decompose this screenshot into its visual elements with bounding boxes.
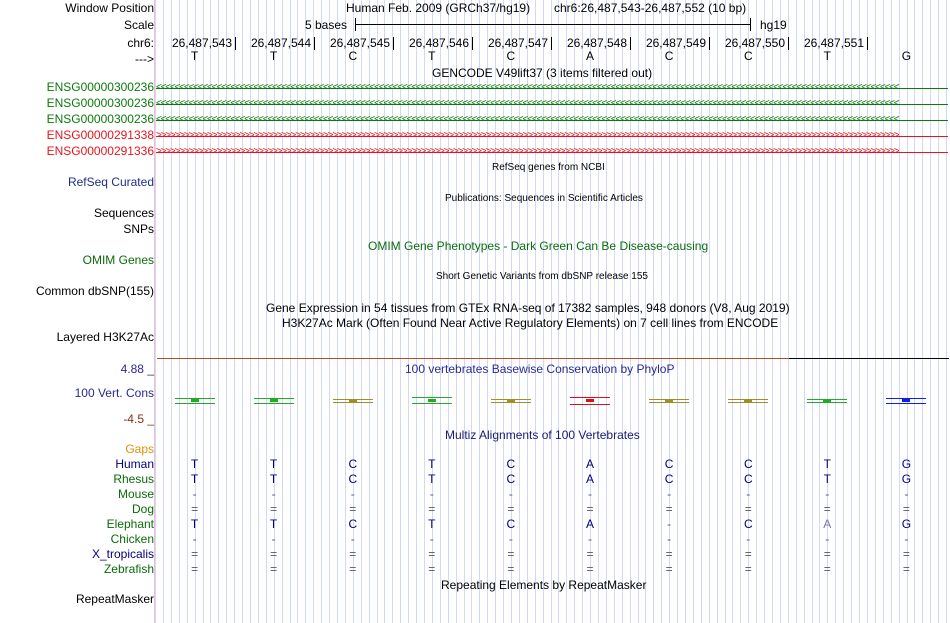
alignment-base: = bbox=[586, 502, 594, 516]
assembly-title: Human Feb. 2009 (GRCh37/hg19) bbox=[346, 1, 531, 15]
alignment-base: = bbox=[349, 502, 357, 516]
phylop-track-title: 100 vertebrates Basewise Conservation by PhyloP bbox=[405, 362, 675, 376]
alignment-base: C bbox=[743, 517, 753, 531]
gene-feature-plus-strand[interactable] bbox=[156, 129, 948, 143]
alignment-base: = bbox=[507, 547, 515, 561]
alignment-base: = bbox=[823, 502, 831, 516]
gencode-gene-label[interactable]: ENSG00000300236 bbox=[46, 80, 154, 94]
alignment-base: - bbox=[508, 532, 513, 546]
alignment-base: = bbox=[270, 562, 278, 576]
coordinate-label: 26,487,549 bbox=[645, 36, 706, 50]
alignment-base: = bbox=[586, 547, 594, 561]
alignment-base: = bbox=[902, 547, 910, 561]
alignment-base: = bbox=[349, 547, 357, 561]
cons-max-label: 4.88 _ bbox=[120, 362, 154, 376]
alignment-base: A bbox=[585, 472, 594, 486]
species-label-elephant[interactable]: Elephant bbox=[106, 517, 154, 531]
alignment-base: - bbox=[588, 487, 592, 501]
gene-feature-minus-strand[interactable] bbox=[156, 97, 948, 111]
alignment-base: C bbox=[506, 457, 516, 471]
alignment-base: T bbox=[428, 517, 436, 531]
gencode-gene-label[interactable]: ENSG00000300236 bbox=[46, 112, 154, 126]
alignment-base: G bbox=[901, 457, 912, 471]
alignment-base: - bbox=[192, 532, 197, 546]
gene-feature-minus-strand[interactable] bbox=[156, 81, 948, 95]
coordinate-tick bbox=[788, 37, 789, 50]
alignment-base: = bbox=[902, 562, 910, 576]
conservation-mark-core bbox=[349, 399, 357, 402]
coordinate-tick bbox=[867, 37, 868, 50]
vert-cons-label[interactable]: 100 Vert. Cons bbox=[74, 386, 154, 400]
scale-assembly-text: hg19 bbox=[760, 18, 787, 32]
base-letter: C bbox=[506, 49, 516, 63]
alignment-base: = bbox=[744, 502, 752, 516]
base-letter: C bbox=[664, 49, 674, 63]
coordinate-label: 26,487,546 bbox=[408, 36, 469, 50]
label-divider bbox=[154, 0, 155, 623]
coordinate-label: 26,487,543 bbox=[171, 36, 232, 50]
alignment-base: T bbox=[823, 472, 831, 486]
coordinate-label: 26,487,550 bbox=[724, 36, 785, 50]
base-letter: G bbox=[901, 49, 912, 63]
conservation-mark-core bbox=[902, 399, 910, 402]
gene-feature-minus-strand[interactable] bbox=[156, 113, 948, 127]
coordinate-tick bbox=[709, 37, 710, 50]
alignment-base: C bbox=[743, 457, 753, 471]
alignment-base: C bbox=[506, 517, 516, 531]
coordinate-tick bbox=[551, 37, 552, 50]
base-letter: T bbox=[823, 49, 831, 63]
coordinate-tick bbox=[235, 37, 236, 50]
repeatmasker-label[interactable]: RepeatMasker bbox=[75, 592, 154, 606]
alignment-base: T bbox=[190, 472, 199, 486]
strand-arrow-label: ---> bbox=[135, 52, 154, 66]
alignment-base: G bbox=[901, 472, 912, 486]
alignment-base: - bbox=[667, 487, 672, 501]
alignment-base: = bbox=[744, 547, 752, 561]
alignment-base: - bbox=[588, 532, 592, 546]
coordinate-label: 26,487,548 bbox=[566, 36, 627, 50]
conservation-mark-core bbox=[586, 399, 594, 402]
coordinate-label: 26,487,545 bbox=[329, 36, 390, 50]
alignment-base: - bbox=[667, 517, 672, 531]
alignment-base: - bbox=[904, 532, 909, 546]
alignment-base: = bbox=[665, 547, 673, 561]
alignment-base: A bbox=[823, 517, 832, 531]
alignment-base: = bbox=[507, 562, 515, 576]
alignment-base: = bbox=[191, 562, 199, 576]
gencode-track-title: GENCODE V49lift37 (3 items filtered out) bbox=[432, 66, 653, 80]
refseq-curated-label[interactable]: RefSeq Curated bbox=[67, 175, 154, 189]
alignment-base: = bbox=[349, 562, 357, 576]
gene-feature-plus-strand[interactable] bbox=[156, 145, 948, 159]
base-letter: T bbox=[428, 49, 436, 63]
gencode-gene-label[interactable]: ENSG00000300236 bbox=[46, 96, 154, 110]
alignment-base: = bbox=[507, 502, 515, 516]
alignment-base: - bbox=[825, 532, 830, 546]
coordinate-tick bbox=[472, 37, 473, 50]
base-letter: C bbox=[348, 49, 358, 63]
alignment-base: - bbox=[825, 487, 830, 501]
coordinate-tick bbox=[314, 37, 315, 50]
conservation-mark-core bbox=[270, 399, 278, 402]
alignment-base: - bbox=[429, 532, 434, 546]
alignment-base: = bbox=[270, 502, 278, 516]
alignment-base: T bbox=[190, 517, 199, 531]
gencode-gene-label[interactable]: ENSG00000291336 bbox=[46, 144, 154, 158]
alignment-base: = bbox=[902, 502, 910, 516]
alignment-base: = bbox=[191, 547, 199, 561]
alignment-base: G bbox=[901, 517, 912, 531]
omim-track-title: OMIM Gene Phenotypes - Dark Green Can Be Disease-causing bbox=[368, 239, 709, 253]
alignment-base: C bbox=[348, 457, 358, 471]
alignment-base: T bbox=[269, 457, 278, 471]
repeatmasker-track-title: Repeating Elements by RepeatMasker bbox=[441, 578, 647, 592]
alignment-base: - bbox=[271, 487, 276, 501]
alignment-base: - bbox=[746, 532, 751, 546]
alignment-base: = bbox=[428, 502, 436, 516]
strand-direction-arrows: >>>>>>>>>>>>>>>>>>>>>>>>>>>>>>>>>>>>>>>>>>>>>>>>>>>>>>>>>>>>>>>>>>>>>>>>>>>>>>>>>>>>>>>>>>>>>>>>>>>>>>>>>>>>>>>>>>>>>>>>>>>>>>>>>>>>>>>>>>>>>>>>>>>>>>>>>>>>>>>> bbox=[156, 146, 899, 157]
coordinate-tick bbox=[630, 37, 631, 50]
alignment-base: - bbox=[429, 487, 434, 501]
alignment-base: = bbox=[191, 502, 199, 516]
omim-genes-label[interactable]: OMIM Genes bbox=[82, 253, 154, 267]
alignment-base: - bbox=[271, 532, 276, 546]
snps-label[interactable]: SNPs bbox=[123, 222, 154, 236]
alignment-base: - bbox=[192, 487, 197, 501]
position-range: chr6:26,487,543-26,487,552 (10 bp) bbox=[554, 1, 747, 15]
h3k27ac-track-title: H3K27Ac Mark (Often Found Near Active Regulatory Elements) on 7 cell lines from ENCODE bbox=[282, 316, 779, 330]
species-label-dog[interactable]: Dog bbox=[131, 502, 154, 516]
coordinate-label: 26,487,544 bbox=[250, 36, 311, 50]
alignment-base: = bbox=[744, 562, 752, 576]
alignment-base: = bbox=[665, 562, 673, 576]
alignment-base: = bbox=[665, 502, 673, 516]
strand-direction-arrows: >>>>>>>>>>>>>>>>>>>>>>>>>>>>>>>>>>>>>>>>>>>>>>>>>>>>>>>>>>>>>>>>>>>>>>>>>>>>>>>>>>>>>>>>>>>>>>>>>>>>>>>>>>>>>>>>>>>>>>>>>>>>>>>>>>>>>>>>>>>>>>>>>>>>>>>>>>>>>>>> bbox=[156, 130, 899, 141]
conservation-mark-core bbox=[744, 399, 752, 402]
alignment-base: T bbox=[823, 457, 831, 471]
alignment-base: - bbox=[746, 487, 751, 501]
base-letter: A bbox=[585, 49, 594, 63]
common-dbsnp-label[interactable]: Common dbSNP(155) bbox=[35, 284, 154, 298]
species-label-rhesus[interactable]: Rhesus bbox=[113, 472, 154, 486]
scale-label: Scale bbox=[123, 18, 154, 32]
alignment-base: = bbox=[823, 562, 831, 576]
cons-min-label: -4.5 _ bbox=[123, 412, 154, 426]
refseq-track-title: RefSeq genes from NCBI bbox=[492, 162, 605, 173]
alignment-base: T bbox=[428, 472, 436, 486]
alignment-base: T bbox=[269, 517, 278, 531]
multiz-track-title: Multiz Alignments of 100 Vertebrates bbox=[445, 428, 640, 442]
alignment-base: T bbox=[190, 457, 199, 471]
alignment-base: C bbox=[506, 472, 516, 486]
gtex-track-title: Gene Expression in 54 tissues from GTEx RNA-seq of 17382 samples, 948 donors (V8, Aug 2019) bbox=[266, 301, 790, 315]
alignment-base: - bbox=[667, 532, 672, 546]
coordinate-label: 26,487,547 bbox=[487, 36, 548, 50]
alignment-base: = bbox=[586, 562, 594, 576]
layered-h3k27ac-label[interactable]: Layered H3K27Ac bbox=[56, 330, 154, 344]
conservation-mark-core bbox=[665, 399, 673, 402]
alignment-base: C bbox=[664, 472, 674, 486]
base-letter: T bbox=[269, 49, 278, 63]
conservation-mark-core bbox=[428, 399, 436, 402]
alignment-base: - bbox=[904, 487, 909, 501]
species-label-x_tropicalis[interactable]: X_tropicalis bbox=[91, 547, 154, 561]
alignment-base: - bbox=[350, 532, 355, 546]
species-label-chicken[interactable]: Chicken bbox=[110, 532, 154, 546]
conservation-mark-core bbox=[507, 399, 515, 402]
window-position-label: Window Position bbox=[65, 1, 154, 15]
species-label-zebrafish[interactable]: Zebrafish bbox=[103, 562, 154, 576]
coordinate-tick bbox=[393, 37, 394, 50]
gencode-gene-label[interactable]: ENSG00000291338 bbox=[46, 128, 154, 142]
alignment-base: C bbox=[664, 457, 674, 471]
coordinate-label: 26,487,551 bbox=[803, 36, 864, 50]
alignment-base: T bbox=[269, 472, 278, 486]
sequences-label[interactable]: Sequences bbox=[93, 206, 154, 220]
alignment-base: C bbox=[348, 517, 358, 531]
strand-direction-arrows: <<<<<<<<<<<<<<<<<<<<<<<<<<<<<<<<<<<<<<<<<<<<<<<<<<<<<<<<<<<<<<<<<<<<<<<<<<<<<<<<<<<<<<<<<<<<<<<<<<<<<<<<<<<<<<<<<<<<<<<<<<<<<<<<<<<<<<<<<<<<<<<<<<<<<<<<<<<<<<<< bbox=[156, 98, 899, 109]
base-letter: C bbox=[743, 49, 753, 63]
publications-track-title: Publications: Sequences in Scientific Articles bbox=[445, 193, 643, 204]
gaps-label[interactable]: Gaps bbox=[125, 442, 154, 456]
scale-bar-text: 5 bases bbox=[305, 18, 348, 32]
chr-label: chr6: bbox=[127, 36, 154, 50]
alignment-base: A bbox=[585, 517, 594, 531]
dbsnp-track-title: Short Genetic Variants from dbSNP release 155 bbox=[436, 271, 648, 282]
alignment-base: = bbox=[428, 562, 436, 576]
alignment-base: - bbox=[350, 487, 355, 501]
strand-direction-arrows: <<<<<<<<<<<<<<<<<<<<<<<<<<<<<<<<<<<<<<<<<<<<<<<<<<<<<<<<<<<<<<<<<<<<<<<<<<<<<<<<<<<<<<<<<<<<<<<<<<<<<<<<<<<<<<<<<<<<<<<<<<<<<<<<<<<<<<<<<<<<<<<<<<<<<<<<<<<<<<<< bbox=[156, 82, 899, 93]
species-label-human[interactable]: Human bbox=[115, 457, 154, 471]
alignment-base: C bbox=[348, 472, 358, 486]
alignment-base: = bbox=[823, 547, 831, 561]
alignment-base: - bbox=[508, 487, 513, 501]
alignment-base: = bbox=[270, 547, 278, 561]
base-letter: T bbox=[190, 49, 199, 63]
alignment-base: = bbox=[428, 547, 436, 561]
conservation-mark-core bbox=[191, 399, 199, 402]
species-label-mouse[interactable]: Mouse bbox=[117, 487, 154, 501]
alignment-base: A bbox=[585, 457, 594, 471]
strand-direction-arrows: <<<<<<<<<<<<<<<<<<<<<<<<<<<<<<<<<<<<<<<<<<<<<<<<<<<<<<<<<<<<<<<<<<<<<<<<<<<<<<<<<<<<<<<<<<<<<<<<<<<<<<<<<<<<<<<<<<<<<<<<<<<<<<<<<<<<<<<<<<<<<<<<<<<<<<<<<<<<<<<< bbox=[156, 114, 899, 125]
conservation-mark-core bbox=[823, 399, 831, 402]
alignment-base: C bbox=[743, 472, 753, 486]
alignment-base: T bbox=[428, 457, 436, 471]
